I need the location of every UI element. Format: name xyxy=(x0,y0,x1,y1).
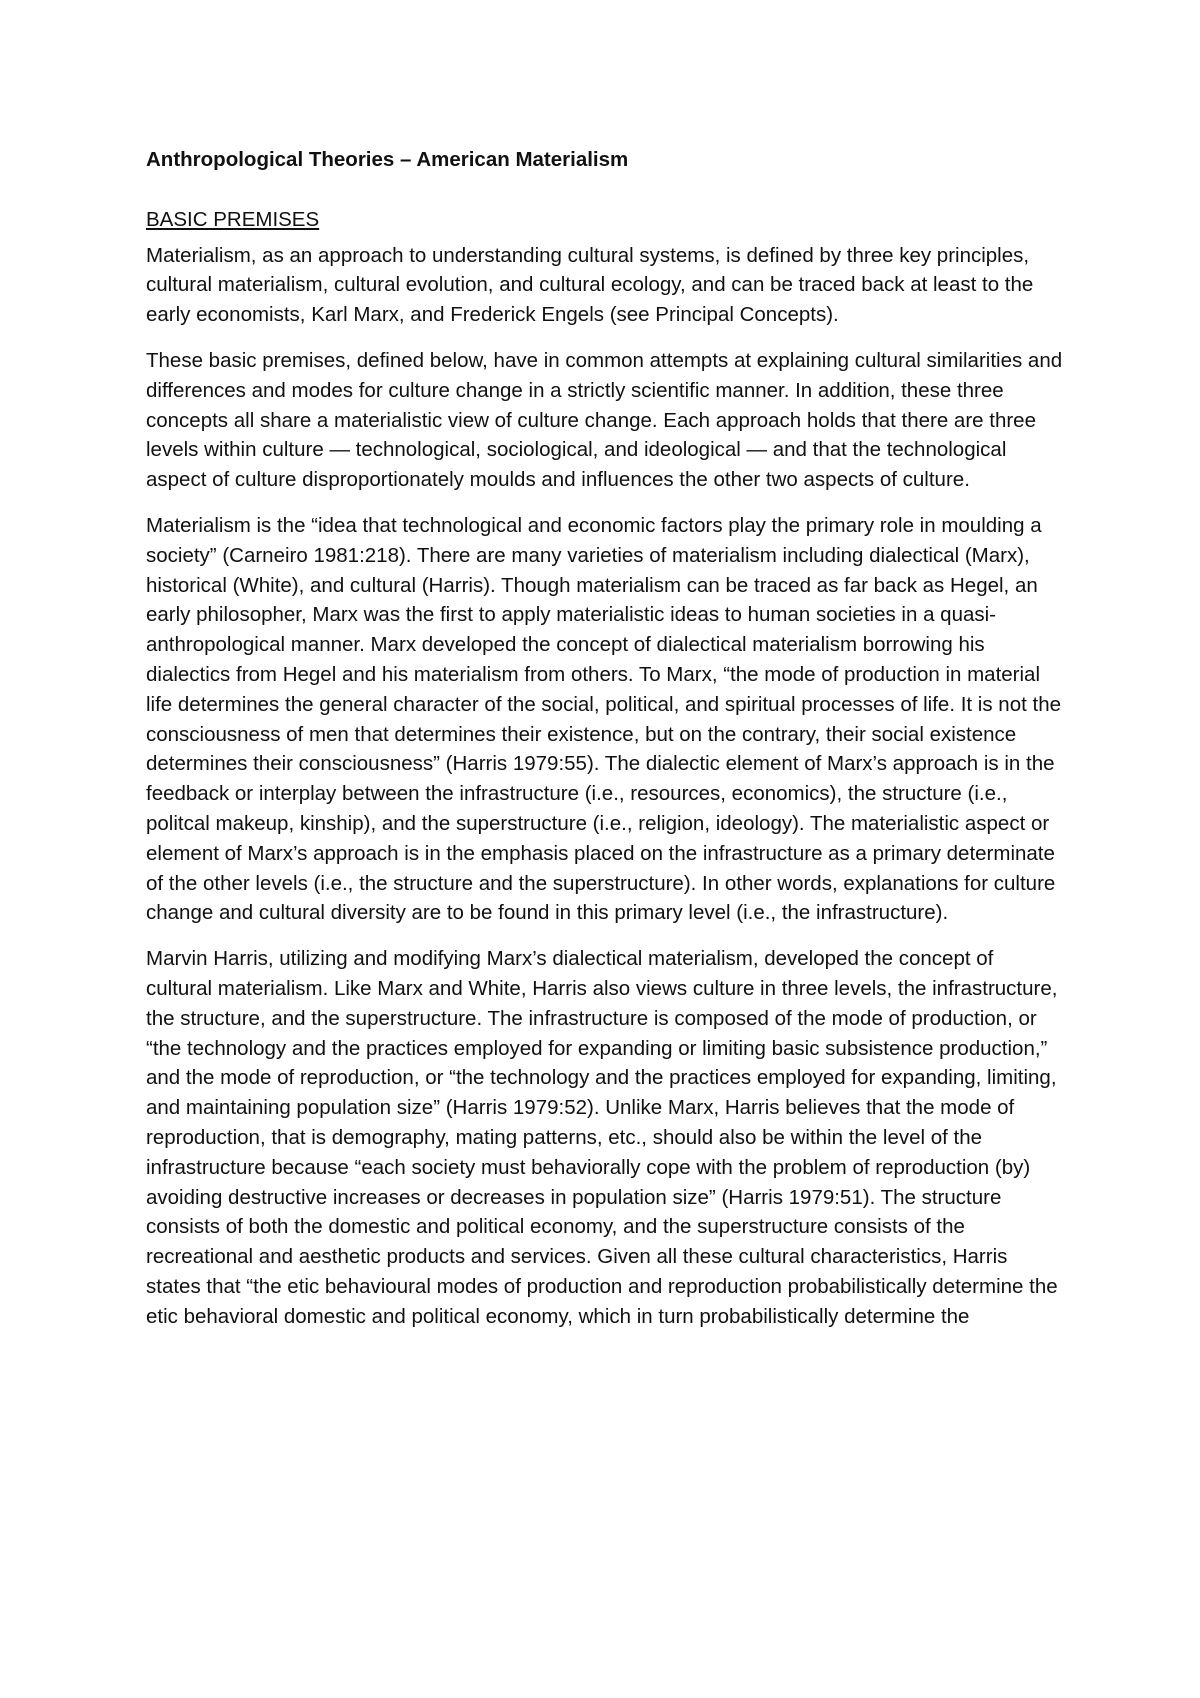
document-title: Anthropological Theories – American Materialism xyxy=(146,148,629,171)
paragraph-4: Marvin Harris, utilizing and modifying Marx’s dialectical materialism, developed the concept of cultural materialism. Like Marx and White, Harris also views culture in three levels, the infrastructure, the structure, and the superstructure. The infrastructure is composed of the mode of production, or “the technology and the practices employed for expanding or limiting basic subsistence production,” and the mode of reproduction, or “the technology and the practices employed for expanding, limiting, and maintaining population size” (Harris 1979:52). Unlike Marx, Harris believes that the mode of reproduction, that is demography, mating patterns, etc., should also be within the level of the infrastructure because “each society must behaviorally cope with the problem of reproduction (by) avoiding destructive increases or decreases in population size” (Harris 1979:51). The structure consists of both the domestic and political economy, and the superstructure consists of the recreational and aesthetic products and services. Given all these cultural characteristics, Harris states that “the etic behavioural modes of production and reproduction probabilistically determine the etic behavioral domestic and political economy, which in turn probabilistically determine the xyxy=(146,947,1058,1328)
paragraph-1: Materialism, as an approach to understanding cultural systems, is defined by three key principles, cultural materialism, cultural evolution, and cultural ecology, and can be traced back at least to the early economists, Karl Marx, and Frederick Engels (see Principal Concepts). xyxy=(146,243,1034,327)
document-body xyxy=(146,145,1064,1347)
section-heading-basic-premises: BASIC PREMISES xyxy=(146,207,320,231)
paragraph-2: These basic premises, defined below, have in common attempts at explaining cultural similarities and differences and modes for culture change in a strictly scientific manner. In addition, these three concepts all share a materialistic view of culture change. Each approach holds that there are three levels within culture — technological, sociological, and ideological — and that the technological aspect of culture disproportionately moulds and influences the other two aspects of culture. xyxy=(146,348,1063,492)
paragraph-3: Materialism is the “idea that technological and economic factors play the primary role in moulding a society” (Carneiro 1981:218). There are many varieties of materialism including dialectical (Marx), historical (White), and cultural (Harris). Though materialism can be traced as far back as Hegel, an early philosopher, Marx was the first to apply materialistic ideas to human societies in a quasi-anthropological manner. Marx developed the concept of dialectical materialism borrowing his dialectics from Hegel and his materialism from others. To Marx, “the mode of production in material life determines the general character of the social, political, and spiritual processes of life. It is not the consciousness of men that determines their existence, but on the contrary, their social existence determines their consciousness” (Harris 1979:55). The dialectic element of Marx’s approach is in the feedback or interplay between the infrastructure (i.e., resources, economics), the structure (i.e., politcal makeup, kinship), and the superstructure (i.e., religion, ideology). The materialistic aspect or element of Marx’s approach is in the emphasis placed on the infrastructure as a primary determinate of the other levels (i.e., the structure and the superstructure). In other words, explanations for culture change and cultural diversity are to be found in this primary level (i.e., the infrastructure). xyxy=(146,513,1062,925)
